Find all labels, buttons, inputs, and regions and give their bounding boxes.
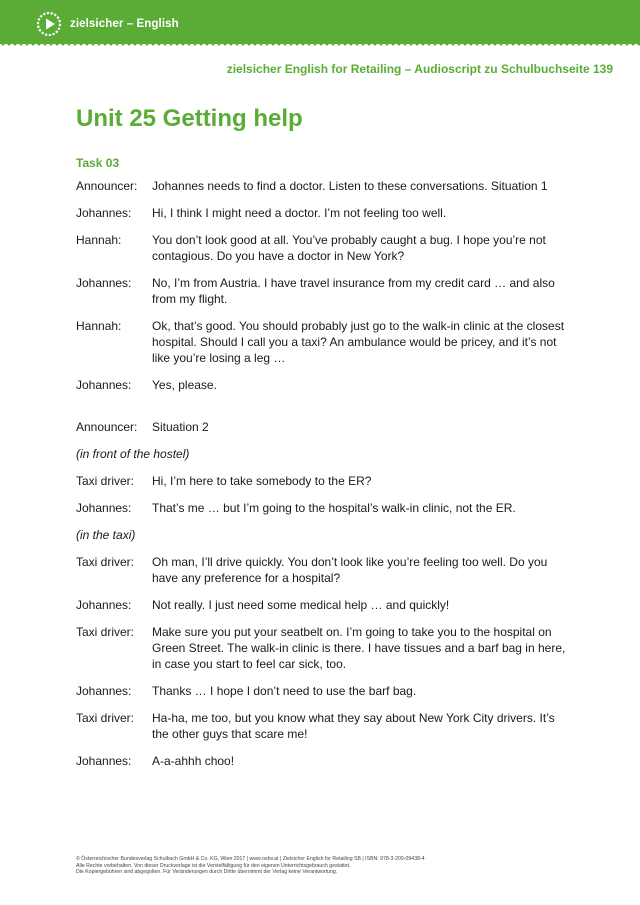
brand-logo [36, 11, 179, 37]
utterance-text: Hi, I’m here to take somebody to the ER? [152, 474, 372, 488]
play-circle-icon [36, 11, 62, 37]
page-title: Unit 25 Getting help [76, 105, 303, 132]
utterance-text: That’s me … but I’m going to the hospital’s walk-in clinic, not the ER. [152, 501, 516, 515]
utterance-text: Make sure you put your seatbelt on. I’m going to take you to the hospital on Green Street. The walk-in clinic is there. I have tissues and a barf bag in here, in case you start to feel car sick, too. [152, 625, 566, 671]
brand-name: zielsicher – English [70, 18, 179, 30]
script-line [76, 473, 566, 489]
task-label: Task 03 [76, 156, 120, 170]
stage-direction: (in front of the hostel) [76, 447, 190, 461]
utterance-text: No, I’m from Austria. I have travel insurance from my credit card … and also from my flight. [152, 276, 555, 306]
speaker-name: Johannes: [76, 206, 132, 220]
script-line [76, 710, 566, 742]
utterance-text: Ok, that’s good. You should probably just go to the walk-in clinic at the closest hospital. Should I call you a taxi? An ambulance would be pricey, and it’s not like you’re losing a leg … [152, 319, 565, 365]
script-line [76, 232, 566, 264]
document-subtitle: zielsicher English for Retailing – Audioscript zu Schulbuchseite 139 [226, 62, 613, 76]
script-line [76, 178, 566, 194]
speaker-name: Hannah: [76, 319, 122, 333]
script-line [76, 318, 566, 366]
speaker-name: Johannes: [76, 501, 132, 515]
speaker-name: Announcer: [76, 420, 138, 434]
speaker-name: Taxi driver: [76, 474, 135, 488]
speaker-name: Johannes: [76, 598, 132, 612]
speaker-name: Johannes: [76, 754, 132, 768]
speaker-name: Taxi driver: [76, 711, 135, 725]
script-line [76, 205, 566, 221]
stage-direction: (in the taxi) [76, 528, 136, 542]
footer-line: Die Kopiergebühren sind abgegolten. Für Veränderungen durch Dritte übernimmt der Verlag keine Verantwortung. [76, 869, 338, 876]
utterance-text: Johannes needs to find a doctor. Listen to these conversations. Situation 1 [152, 179, 548, 193]
utterance-text: Thanks … I hope I don’t need to use the barf bag. [152, 684, 417, 698]
speaker-name: Johannes: [76, 378, 132, 392]
header-dotted-edge [0, 40, 640, 48]
speaker-name: Announcer: [76, 179, 138, 193]
speaker-name: Johannes: [76, 684, 132, 698]
utterance-text: Situation 2 [152, 420, 209, 434]
script-line [76, 624, 566, 672]
copyright-footer [76, 856, 576, 876]
utterance-text: Hi, I think I might need a doctor. I’m not feeling too well. [152, 206, 447, 220]
speaker-name: Johannes: [76, 276, 132, 290]
utterance-text: Yes, please. [152, 378, 217, 392]
script-line [76, 597, 566, 613]
utterance-text: A-a-ahhh choo! [152, 754, 235, 768]
speaker-name: Taxi driver: [76, 625, 135, 639]
footer-line: Alle Rechte vorbehalten. Von dieser Druckvorlage ist die Vervielfältigung für den eigenen Unterrichtsgebrauch gestattet. [76, 862, 351, 869]
utterance-text: Ha-ha, me too, but you know what they say about New York City drivers. It’s the other guys that scare me! [152, 711, 555, 741]
footer-line: © Österreichischer Bundesverlag Schulbuch GmbH & Co. KG, Wien 2017 | www.oebv.at | Zielsicher English for Retailing SB | ISBN: 978-3-209-09438-4 [76, 856, 425, 862]
script-line [76, 753, 566, 769]
script-line [76, 377, 566, 393]
speaker-name: Taxi driver: [76, 555, 135, 569]
utterance-text: Oh man, I’ll drive quickly. You don’t look like you’re feeling too well. Do you have any preference for a hospital? [152, 555, 548, 585]
script-line [76, 500, 566, 516]
script-line [76, 554, 566, 586]
script-line [76, 419, 566, 435]
utterance-text: You don’t look good at all. You’ve probably caught a bug. I hope you’re not contagious. Do you have a doctor in New York? [152, 233, 546, 263]
audioscript [76, 178, 566, 780]
script-line [76, 275, 566, 307]
script-line [76, 683, 566, 699]
speaker-name: Hannah: [76, 233, 122, 247]
utterance-text: Not really. I just need some medical help … and quickly! [152, 598, 450, 612]
